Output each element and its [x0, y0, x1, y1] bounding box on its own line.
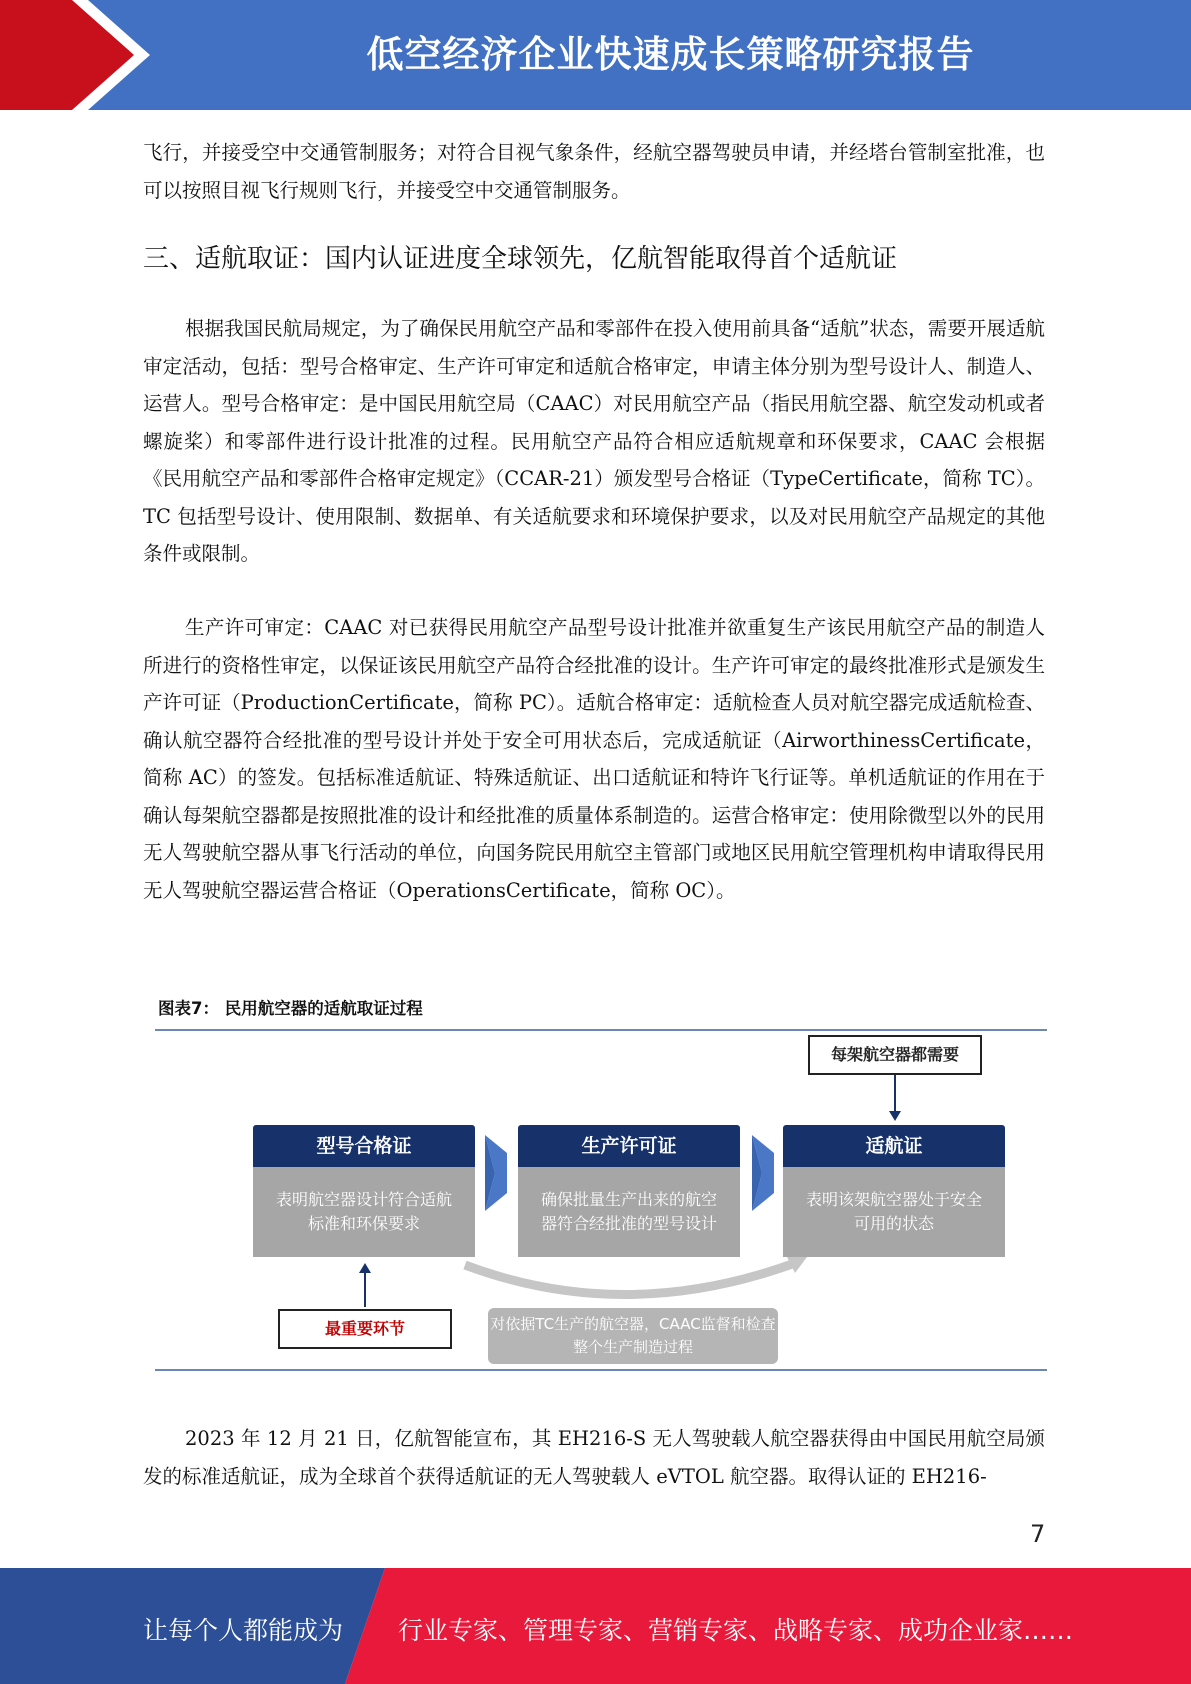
paragraph-type-certificate: 根据我国民航局规定，为了确保民用航空产品和零部件在投入使用前具备“适航”状态，需要开展适航审定活动，包括：型号合格审定、生产许可审定和适航合格审定，申请主体分别为型号设计人、制造人、运营人。型号合格审定：是中国民用航空局（CAAC）对民用航空产品（指民用航空器、航空发动机或者螺旋桨）和零部件进行设计批准的过程。民用航空产品符合相应适航规章和环保要求，CAAC 会根据《民用航空产品和零部件合格审定规定》（CCAR-21）颁发型号合格证（TypeCertificate，简称 TC）。TC 包括型号设计、使用限制、数据单、有关适航要求和环境保护要求，以及对民用航空产品规定的其他条件或限制。 [143, 317, 1045, 565]
label-every-aircraft: 每架航空器都需要 [808, 1035, 982, 1075]
label-most-important: 最重要环节 [278, 1309, 452, 1349]
section-heading: 三、适航取证：国内认证进度全球领先，亿航智能取得首个适航证 [143, 244, 898, 274]
footer-slogan-left: 让每个人都能成为 [143, 1616, 344, 1645]
box-type-certificate [253, 1125, 475, 1257]
note-caac-supervision: 对依据TC生产的航空器，CAAC监督和检查整个生产制造过程 [488, 1308, 778, 1364]
page-header [0, 0, 1191, 110]
intro-paragraph: 飞行，并接受空中交通管制服务；对符合目视气象条件，经航空器驾驶员申请，并经塔台管制室批准，也可以按照目视飞行规则飞行，并接受空中交通管制服务。 [143, 141, 1045, 202]
box-production-certificate [518, 1125, 740, 1257]
box-head: 型号合格证 [253, 1125, 475, 1167]
paragraph-ehang: 2023 年 12 月 21 日，亿航智能宣布，其 EH216-S 无人驾驶载人航空器获得由中国民用航空局颁发的标准适航证，成为全球首个获得适航证的无人驾驶载人 eVTOL 航空器。取得认证的 EH216- [143, 1427, 1045, 1488]
up-arrow-icon [359, 1263, 371, 1273]
figure-title: 图表7： 民用航空器的适航取证过程 [158, 999, 423, 1018]
figure-certification-process [155, 995, 1047, 1375]
header-title: 低空经济企业快速成长策略研究报告 [366, 33, 975, 76]
box-body: 表明该架航空器处于安全可用的状态 [783, 1167, 1005, 1257]
page-number: 7 [1030, 1520, 1046, 1548]
box-body: 确保批量生产出来的航空器符合经批准的型号设计 [518, 1167, 740, 1257]
figure-bottom-rule [155, 1369, 1047, 1371]
down-arrow-icon [889, 1111, 901, 1121]
footer-slogan-right: 行业专家、管理专家、营销专家、战略专家、成功企业家…… [398, 1616, 1074, 1645]
box-head: 适航证 [783, 1125, 1005, 1167]
paragraph-production-certificate: 生产许可审定：CAAC 对已获得民用航空产品型号设计批准并欲重复生产该民用航空产品的制造人所进行的资格性审定，以保证该民用航空产品符合经批准的设计。生产许可审定的最终批准形式是颁发生产许可证（ProductionCertificate，简称 PC）。适航合格审定：适航检查人员对航空器完成适航检查、确认航空器符合经批准的型号设计并处于安全可用状态后，完成适航证（AirworthinessCertificate，简称 AC）的签发。包括标准适航证、特殊适航证、出口适航证和特许飞行证等。单机适航证的作用在于确认每架航空器都是按照批准的设计和经批准的质量体系制造的。运营合格审定：使用除微型以外的民用无人驾驶航空器从事飞行活动的单位，向国务院民用航空主管部门或地区民用航空管理机构申请取得民用无人驾驶航空器运营合格证（OperationsCertificate，简称 OC）。 [143, 616, 1045, 902]
box-head: 生产许可证 [518, 1125, 740, 1167]
page-footer [0, 1568, 1191, 1684]
box-body: 表明航空器设计符合适航标准和环保要求 [253, 1167, 475, 1257]
box-airworthiness-certificate [783, 1125, 1005, 1257]
